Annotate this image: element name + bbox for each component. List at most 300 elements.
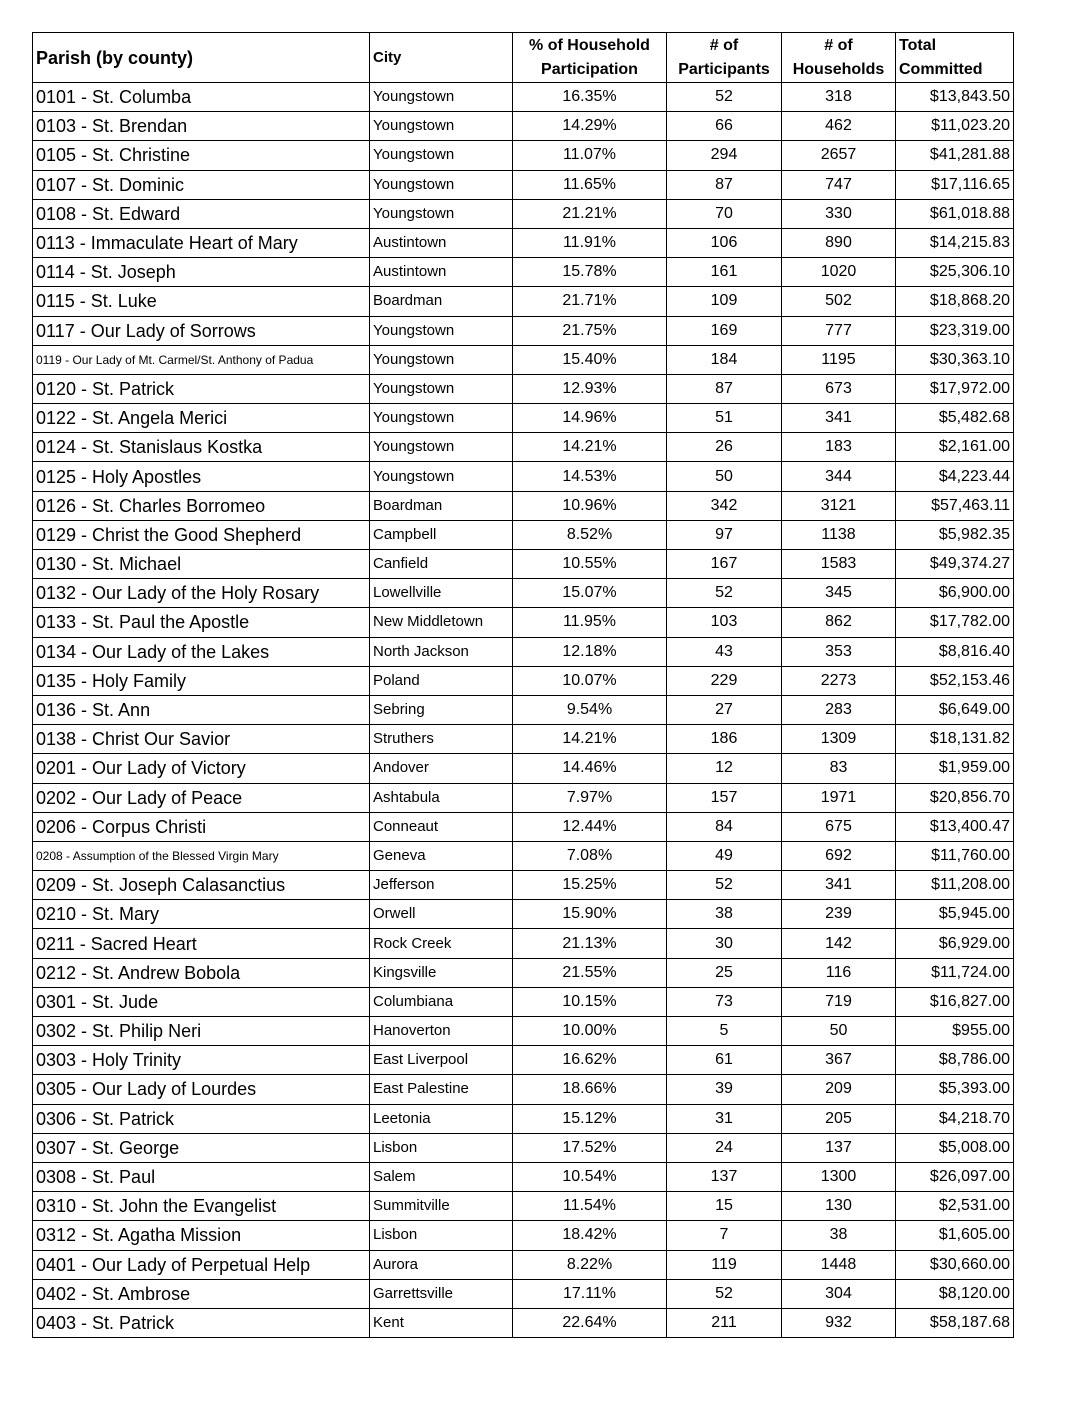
households-cell: 116	[782, 958, 896, 987]
total-committed-cell: $11,760.00	[896, 841, 1014, 870]
participants-cell: 186	[667, 725, 782, 754]
participation-pct-cell: 21.13%	[513, 929, 667, 958]
participants-cell: 119	[667, 1250, 782, 1279]
parish-cell: 0301 - St. Jude	[33, 987, 370, 1016]
header-city: City	[370, 33, 513, 83]
parish-cell: 0125 - Holy Apostles	[33, 462, 370, 491]
total-committed-cell: $11,023.20	[896, 112, 1014, 141]
participants-cell: 26	[667, 433, 782, 462]
parish-cell: 0132 - Our Lady of the Holy Rosary	[33, 579, 370, 608]
participation-pct-cell: 10.07%	[513, 666, 667, 695]
participation-pct-cell: 10.54%	[513, 1162, 667, 1191]
parish-cell: 0208 - Assumption of the Blessed Virgin Mary	[33, 841, 370, 870]
participation-pct-cell: 12.44%	[513, 812, 667, 841]
households-cell: 719	[782, 987, 896, 1016]
participants-cell: 52	[667, 871, 782, 900]
participation-pct-cell: 18.42%	[513, 1221, 667, 1250]
parish-cell: 0403 - St. Patrick	[33, 1308, 370, 1337]
participation-pct-cell: 17.52%	[513, 1133, 667, 1162]
table-row	[33, 287, 1014, 316]
city-cell: Youngstown	[370, 141, 513, 170]
total-committed-cell: $18,868.20	[896, 287, 1014, 316]
participation-pct-cell: 15.90%	[513, 900, 667, 929]
households-cell: 747	[782, 170, 896, 199]
parish-cell: 0124 - St. Stanislaus Kostka	[33, 433, 370, 462]
households-cell: 330	[782, 199, 896, 228]
header-row	[33, 33, 1014, 83]
parish-cell: 0114 - St. Joseph	[33, 258, 370, 287]
header-participants-line2: Participants	[678, 60, 770, 78]
city-cell: Struthers	[370, 725, 513, 754]
parish-cell: 0133 - St. Paul the Apostle	[33, 608, 370, 637]
total-committed-cell: $25,306.10	[896, 258, 1014, 287]
city-cell: Jefferson	[370, 871, 513, 900]
total-committed-cell: $17,782.00	[896, 608, 1014, 637]
total-committed-cell: $17,972.00	[896, 374, 1014, 403]
table-body	[33, 83, 1014, 1338]
city-cell: Geneva	[370, 841, 513, 870]
participants-cell: 52	[667, 1279, 782, 1308]
participants-cell: 24	[667, 1133, 782, 1162]
table-row	[33, 929, 1014, 958]
city-cell: Garrettsville	[370, 1279, 513, 1308]
city-cell: Youngstown	[370, 374, 513, 403]
participation-pct-cell: 8.22%	[513, 1250, 667, 1279]
parish-cell: 0117 - Our Lady of Sorrows	[33, 316, 370, 345]
table-row	[33, 1250, 1014, 1279]
table-row	[33, 695, 1014, 724]
city-cell: Columbiana	[370, 987, 513, 1016]
total-committed-cell: $23,319.00	[896, 316, 1014, 345]
city-cell: Campbell	[370, 520, 513, 549]
participants-cell: 211	[667, 1308, 782, 1337]
participants-cell: 97	[667, 520, 782, 549]
households-cell: 209	[782, 1075, 896, 1104]
total-committed-cell: $11,208.00	[896, 871, 1014, 900]
city-cell: North Jackson	[370, 637, 513, 666]
participants-cell: 31	[667, 1104, 782, 1133]
table-row	[33, 228, 1014, 257]
table-row	[33, 550, 1014, 579]
table-row	[33, 374, 1014, 403]
participants-cell: 294	[667, 141, 782, 170]
parish-cell: 0108 - St. Edward	[33, 199, 370, 228]
table-row	[33, 83, 1014, 112]
total-committed-cell: $57,463.11	[896, 491, 1014, 520]
participation-pct-cell: 12.93%	[513, 374, 667, 403]
table-row	[33, 199, 1014, 228]
participants-cell: 87	[667, 374, 782, 403]
participants-cell: 49	[667, 841, 782, 870]
parish-cell: 0209 - St. Joseph Calasanctius	[33, 871, 370, 900]
participants-cell: 50	[667, 462, 782, 491]
parish-cell: 0310 - St. John the Evangelist	[33, 1192, 370, 1221]
parish-cell: 0135 - Holy Family	[33, 666, 370, 695]
city-cell: Youngstown	[370, 404, 513, 433]
participation-pct-cell: 16.35%	[513, 83, 667, 112]
participants-cell: 229	[667, 666, 782, 695]
table-row	[33, 491, 1014, 520]
header-total-line1: Total	[899, 36, 937, 54]
households-cell: 675	[782, 812, 896, 841]
city-cell: Austintown	[370, 258, 513, 287]
participants-cell: 51	[667, 404, 782, 433]
participants-cell: 161	[667, 258, 782, 287]
participation-pct-cell: 21.75%	[513, 316, 667, 345]
city-cell: Youngstown	[370, 199, 513, 228]
participants-cell: 7	[667, 1221, 782, 1250]
participation-pct-cell: 10.00%	[513, 1017, 667, 1046]
header-households	[782, 33, 896, 83]
participation-pct-cell: 11.07%	[513, 141, 667, 170]
table-row	[33, 433, 1014, 462]
header-participants	[667, 33, 782, 83]
city-cell: Conneaut	[370, 812, 513, 841]
participation-pct-cell: 16.62%	[513, 1046, 667, 1075]
participation-pct-cell: 14.21%	[513, 725, 667, 754]
participation-pct-cell: 15.12%	[513, 1104, 667, 1133]
total-committed-cell: $8,816.40	[896, 637, 1014, 666]
participants-cell: 30	[667, 929, 782, 958]
households-cell: 318	[782, 83, 896, 112]
city-cell: Lisbon	[370, 1221, 513, 1250]
parish-cell: 0105 - St. Christine	[33, 141, 370, 170]
participants-cell: 61	[667, 1046, 782, 1075]
table-row	[33, 871, 1014, 900]
city-cell: Lisbon	[370, 1133, 513, 1162]
table-row	[33, 462, 1014, 491]
total-committed-cell: $5,945.00	[896, 900, 1014, 929]
parish-cell: 0302 - St. Philip Neri	[33, 1017, 370, 1046]
households-cell: 341	[782, 404, 896, 433]
participants-cell: 157	[667, 783, 782, 812]
total-committed-cell: $30,363.10	[896, 345, 1014, 374]
households-cell: 205	[782, 1104, 896, 1133]
participation-pct-cell: 15.40%	[513, 345, 667, 374]
header-parish: Parish (by county)	[33, 33, 370, 83]
city-cell: East Liverpool	[370, 1046, 513, 1075]
total-committed-cell: $5,482.68	[896, 404, 1014, 433]
total-committed-cell: $13,400.47	[896, 812, 1014, 841]
participants-cell: 84	[667, 812, 782, 841]
participation-pct-cell: 17.11%	[513, 1279, 667, 1308]
participation-pct-cell: 7.97%	[513, 783, 667, 812]
table-row	[33, 900, 1014, 929]
table-row	[33, 754, 1014, 783]
households-cell: 692	[782, 841, 896, 870]
table-row	[33, 520, 1014, 549]
table-row	[33, 316, 1014, 345]
total-committed-cell: $14,215.83	[896, 228, 1014, 257]
households-cell: 777	[782, 316, 896, 345]
participants-cell: 109	[667, 287, 782, 316]
households-cell: 367	[782, 1046, 896, 1075]
households-cell: 1020	[782, 258, 896, 287]
participation-pct-cell: 14.96%	[513, 404, 667, 433]
households-cell: 932	[782, 1308, 896, 1337]
participation-pct-cell: 21.71%	[513, 287, 667, 316]
city-cell: Sebring	[370, 695, 513, 724]
city-cell: Hanoverton	[370, 1017, 513, 1046]
parish-cell: 0308 - St. Paul	[33, 1162, 370, 1191]
households-cell: 2273	[782, 666, 896, 695]
participation-pct-cell: 11.54%	[513, 1192, 667, 1221]
parish-cell: 0202 - Our Lady of Peace	[33, 783, 370, 812]
table-row	[33, 1017, 1014, 1046]
parish-cell: 0312 - St. Agatha Mission	[33, 1221, 370, 1250]
households-cell: 1971	[782, 783, 896, 812]
households-cell: 83	[782, 754, 896, 783]
total-committed-cell: $52,153.46	[896, 666, 1014, 695]
participation-pct-cell: 11.95%	[513, 608, 667, 637]
participants-cell: 5	[667, 1017, 782, 1046]
city-cell: Rock Creek	[370, 929, 513, 958]
table-row	[33, 345, 1014, 374]
parish-cell: 0307 - St. George	[33, 1133, 370, 1162]
header-total-line2: Committed	[899, 60, 983, 78]
households-cell: 50	[782, 1017, 896, 1046]
header-pct-participation	[513, 33, 667, 83]
parish-cell: 0212 - St. Andrew Bobola	[33, 958, 370, 987]
total-committed-cell: $16,827.00	[896, 987, 1014, 1016]
parish-cell: 0210 - St. Mary	[33, 900, 370, 929]
participation-pct-cell: 15.07%	[513, 579, 667, 608]
table-row	[33, 783, 1014, 812]
parish-cell: 0107 - St. Dominic	[33, 170, 370, 199]
participation-pct-cell: 10.96%	[513, 491, 667, 520]
city-cell: Youngstown	[370, 112, 513, 141]
participants-cell: 103	[667, 608, 782, 637]
city-cell: Youngstown	[370, 170, 513, 199]
participation-pct-cell: 21.55%	[513, 958, 667, 987]
participation-pct-cell: 21.21%	[513, 199, 667, 228]
total-committed-cell: $26,097.00	[896, 1162, 1014, 1191]
parish-participation-table	[32, 32, 1014, 1338]
city-cell: Boardman	[370, 491, 513, 520]
city-cell: Aurora	[370, 1250, 513, 1279]
city-cell: Youngstown	[370, 83, 513, 112]
total-committed-cell: $13,843.50	[896, 83, 1014, 112]
participants-cell: 73	[667, 987, 782, 1016]
city-cell: Orwell	[370, 900, 513, 929]
city-cell: Youngstown	[370, 462, 513, 491]
table-row	[33, 1308, 1014, 1337]
participants-cell: 27	[667, 695, 782, 724]
table-row	[33, 170, 1014, 199]
parish-cell: 0401 - Our Lady of Perpetual Help	[33, 1250, 370, 1279]
city-cell: Boardman	[370, 287, 513, 316]
total-committed-cell: $18,131.82	[896, 725, 1014, 754]
table-row	[33, 608, 1014, 637]
participants-cell: 25	[667, 958, 782, 987]
header-total-committed	[896, 33, 1014, 83]
parish-cell: 0130 - St. Michael	[33, 550, 370, 579]
participation-pct-cell: 14.29%	[513, 112, 667, 141]
total-committed-cell: $17,116.65	[896, 170, 1014, 199]
households-cell: 239	[782, 900, 896, 929]
header-households-line1: # of	[824, 36, 853, 54]
parish-cell: 0402 - St. Ambrose	[33, 1279, 370, 1308]
total-committed-cell: $6,929.00	[896, 929, 1014, 958]
header-participants-line1: # of	[709, 36, 739, 54]
participants-cell: 169	[667, 316, 782, 345]
total-committed-cell: $2,531.00	[896, 1192, 1014, 1221]
participation-pct-cell: 11.65%	[513, 170, 667, 199]
city-cell: East Palestine	[370, 1075, 513, 1104]
city-cell: Youngstown	[370, 433, 513, 462]
participants-cell: 66	[667, 112, 782, 141]
table-row	[33, 579, 1014, 608]
total-committed-cell: $2,161.00	[896, 433, 1014, 462]
table-row	[33, 812, 1014, 841]
households-cell: 137	[782, 1133, 896, 1162]
table-row	[33, 725, 1014, 754]
table-row	[33, 141, 1014, 170]
total-committed-cell: $6,900.00	[896, 579, 1014, 608]
participation-pct-cell: 7.08%	[513, 841, 667, 870]
total-committed-cell: $955.00	[896, 1017, 1014, 1046]
households-cell: 2657	[782, 141, 896, 170]
households-cell: 462	[782, 112, 896, 141]
participation-pct-cell: 14.21%	[513, 433, 667, 462]
participants-cell: 70	[667, 199, 782, 228]
table-row	[33, 637, 1014, 666]
participation-pct-cell: 22.64%	[513, 1308, 667, 1337]
total-committed-cell: $8,120.00	[896, 1279, 1014, 1308]
households-cell: 890	[782, 228, 896, 257]
participation-pct-cell: 10.15%	[513, 987, 667, 1016]
participation-pct-cell: 15.78%	[513, 258, 667, 287]
participation-pct-cell: 8.52%	[513, 520, 667, 549]
table-row	[33, 1075, 1014, 1104]
participants-cell: 39	[667, 1075, 782, 1104]
total-committed-cell: $41,281.88	[896, 141, 1014, 170]
city-cell: Lowellville	[370, 579, 513, 608]
table-row	[33, 666, 1014, 695]
parish-cell: 0113 - Immaculate Heart of Mary	[33, 228, 370, 257]
participation-pct-cell: 12.18%	[513, 637, 667, 666]
city-cell: Canfield	[370, 550, 513, 579]
city-cell: New Middletown	[370, 608, 513, 637]
parish-cell: 0211 - Sacred Heart	[33, 929, 370, 958]
households-cell: 1583	[782, 550, 896, 579]
table-row	[33, 1046, 1014, 1075]
participants-cell: 38	[667, 900, 782, 929]
households-cell: 38	[782, 1221, 896, 1250]
parish-cell: 0305 - Our Lady of Lourdes	[33, 1075, 370, 1104]
table-row	[33, 404, 1014, 433]
households-cell: 304	[782, 1279, 896, 1308]
participants-cell: 87	[667, 170, 782, 199]
parish-cell: 0206 - Corpus Christi	[33, 812, 370, 841]
households-cell: 353	[782, 637, 896, 666]
table-row	[33, 1192, 1014, 1221]
households-cell: 1138	[782, 520, 896, 549]
table-row	[33, 1221, 1014, 1250]
total-committed-cell: $1,605.00	[896, 1221, 1014, 1250]
table-row	[33, 112, 1014, 141]
table-header	[33, 33, 1014, 83]
households-cell: 341	[782, 871, 896, 900]
table-row	[33, 841, 1014, 870]
table-row	[33, 258, 1014, 287]
households-cell: 130	[782, 1192, 896, 1221]
total-committed-cell: $30,660.00	[896, 1250, 1014, 1279]
city-cell: Leetonia	[370, 1104, 513, 1133]
parish-cell: 0101 - St. Columba	[33, 83, 370, 112]
parish-cell: 0119 - Our Lady of Mt. Carmel/St. Anthony of Padua	[33, 345, 370, 374]
total-committed-cell: $58,187.68	[896, 1308, 1014, 1337]
parish-cell: 0303 - Holy Trinity	[33, 1046, 370, 1075]
total-committed-cell: $20,856.70	[896, 783, 1014, 812]
parish-cell: 0134 - Our Lady of the Lakes	[33, 637, 370, 666]
parish-cell: 0129 - Christ the Good Shepherd	[33, 520, 370, 549]
households-cell: 1300	[782, 1162, 896, 1191]
parish-cell: 0136 - St. Ann	[33, 695, 370, 724]
parish-cell: 0120 - St. Patrick	[33, 374, 370, 403]
table-row	[33, 958, 1014, 987]
city-cell: Poland	[370, 666, 513, 695]
participation-pct-cell: 14.46%	[513, 754, 667, 783]
participants-cell: 12	[667, 754, 782, 783]
participants-cell: 137	[667, 1162, 782, 1191]
city-cell: Summitville	[370, 1192, 513, 1221]
households-cell: 3121	[782, 491, 896, 520]
header-pct-line2: Participation	[541, 60, 638, 78]
participation-pct-cell: 18.66%	[513, 1075, 667, 1104]
table-row	[33, 1162, 1014, 1191]
households-cell: 1195	[782, 345, 896, 374]
total-committed-cell: $5,393.00	[896, 1075, 1014, 1104]
households-cell: 502	[782, 287, 896, 316]
participation-pct-cell: 9.54%	[513, 695, 667, 724]
table-row	[33, 1279, 1014, 1308]
total-committed-cell: $6,649.00	[896, 695, 1014, 724]
households-cell: 344	[782, 462, 896, 491]
city-cell: Kent	[370, 1308, 513, 1337]
participants-cell: 106	[667, 228, 782, 257]
households-cell: 673	[782, 374, 896, 403]
parish-cell: 0201 - Our Lady of Victory	[33, 754, 370, 783]
parish-cell: 0115 - St. Luke	[33, 287, 370, 316]
participants-cell: 43	[667, 637, 782, 666]
table-row	[33, 1133, 1014, 1162]
header-households-line2: Households	[792, 60, 885, 78]
total-committed-cell: $5,008.00	[896, 1133, 1014, 1162]
total-committed-cell: $5,982.35	[896, 520, 1014, 549]
city-cell: Kingsville	[370, 958, 513, 987]
city-cell: Youngstown	[370, 316, 513, 345]
parish-cell: 0306 - St. Patrick	[33, 1104, 370, 1133]
participants-cell: 184	[667, 345, 782, 374]
total-committed-cell: $11,724.00	[896, 958, 1014, 987]
total-committed-cell: $4,218.70	[896, 1104, 1014, 1133]
participants-cell: 342	[667, 491, 782, 520]
parish-cell: 0126 - St. Charles Borromeo	[33, 491, 370, 520]
parish-cell: 0103 - St. Brendan	[33, 112, 370, 141]
participation-pct-cell: 11.91%	[513, 228, 667, 257]
parish-cell: 0138 - Christ Our Savior	[33, 725, 370, 754]
households-cell: 142	[782, 929, 896, 958]
participants-cell: 167	[667, 550, 782, 579]
table-row	[33, 987, 1014, 1016]
city-cell: Austintown	[370, 228, 513, 257]
total-committed-cell: $4,223.44	[896, 462, 1014, 491]
participants-cell: 52	[667, 579, 782, 608]
total-committed-cell: $1,959.00	[896, 754, 1014, 783]
city-cell: Youngstown	[370, 345, 513, 374]
participation-pct-cell: 14.53%	[513, 462, 667, 491]
